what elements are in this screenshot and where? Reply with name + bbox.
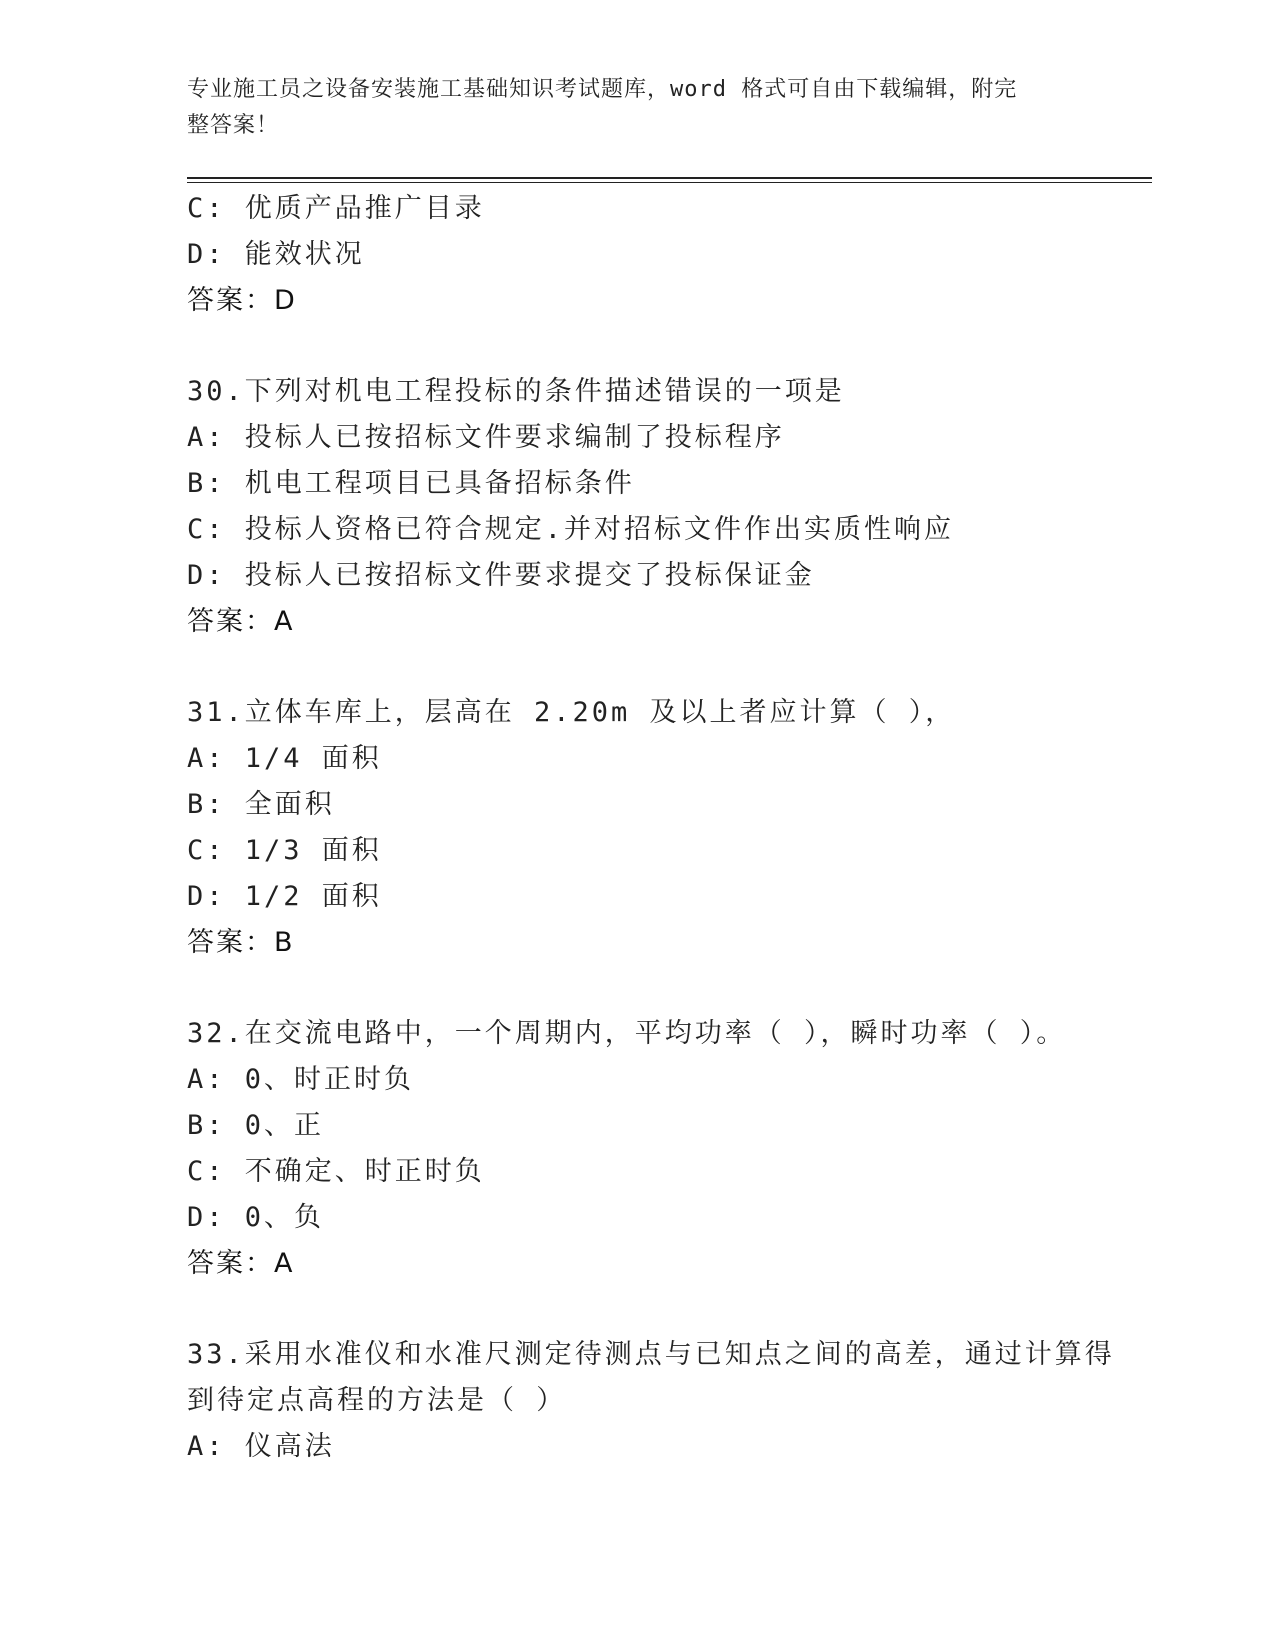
question-stem-32: 32.在交流电路中，一个周期内，平均功率（ ），瞬时功率（ ）。 bbox=[187, 1018, 1067, 1049]
option-a: A: 投标人已按招标文件要求编制了投标程序 bbox=[187, 422, 785, 453]
option-d: D: 能效状况 bbox=[187, 239, 365, 270]
question-stem-31: 31.立体车库上，层高在 2.20m 及以上者应计算（ ）， bbox=[187, 697, 956, 728]
option-a: A: 0、时正时负 bbox=[187, 1064, 415, 1095]
header-line-1: 专业施工员之设备安装施工基础知识考试题库，word 格式可自由下载编辑，附完 bbox=[187, 77, 1018, 102]
header-line-2: 整答案！ bbox=[187, 113, 280, 138]
question-stem-33-line-1: 33.采用水准仪和水准尺测定待测点与已知点之间的高差，通过计算得 bbox=[187, 1339, 1115, 1370]
option-d: D: 投标人已按招标文件要求提交了投标保证金 bbox=[187, 560, 815, 591]
header-divider bbox=[187, 177, 1152, 183]
option-c: C: 优质产品推广目录 bbox=[187, 193, 485, 224]
option-a: A: 1/4 面积 bbox=[187, 743, 382, 774]
question-stem-30: 30.下列对机电工程投标的条件描述错误的一项是 bbox=[187, 376, 845, 407]
answer: 答案：D bbox=[187, 285, 297, 316]
option-d: D: 1/2 面积 bbox=[187, 881, 382, 912]
option-b: B: 0、正 bbox=[187, 1110, 325, 1141]
option-a: A: 仪高法 bbox=[187, 1431, 335, 1462]
document-header bbox=[187, 72, 1067, 144]
question-list bbox=[187, 186, 1147, 1470]
option-b: B: 机电工程项目已具备招标条件 bbox=[187, 468, 635, 499]
option-d: D: 0、负 bbox=[187, 1202, 325, 1233]
question-stem-33-line-2: 到待定点高程的方法是（ ） bbox=[187, 1385, 567, 1416]
answer: 答案：A bbox=[187, 1248, 295, 1279]
option-c: C: 投标人资格已符合规定.并对招标文件作出实质性响应 bbox=[187, 514, 955, 545]
answer: 答案：A bbox=[187, 606, 295, 637]
option-b: B: 全面积 bbox=[187, 789, 335, 820]
answer: 答案：B bbox=[187, 927, 295, 958]
option-c: C: 不确定、时正时负 bbox=[187, 1156, 485, 1187]
option-c: C: 1/3 面积 bbox=[187, 835, 382, 866]
